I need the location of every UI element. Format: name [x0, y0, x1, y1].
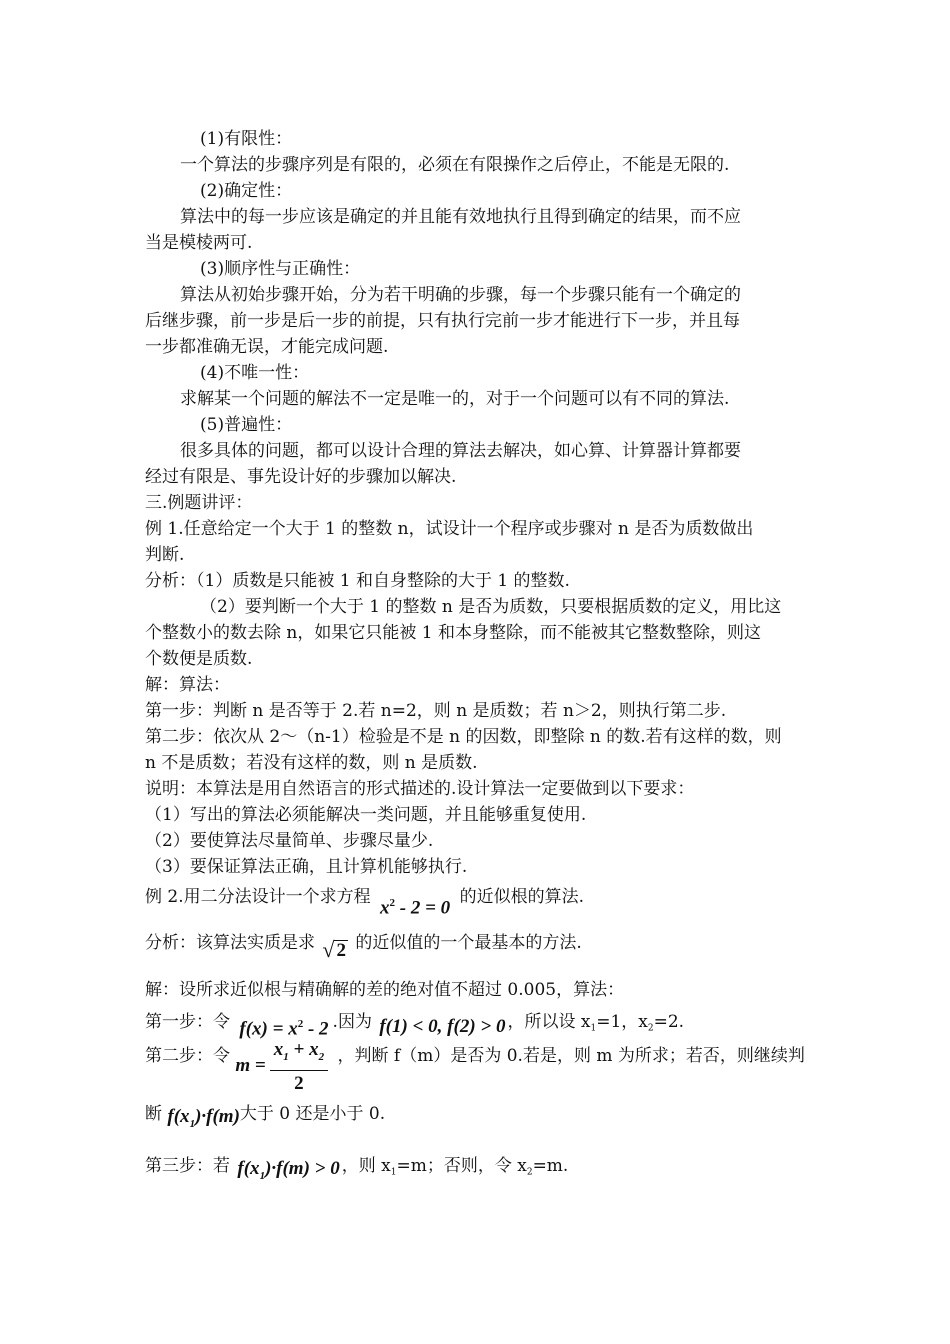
step-2-cont: n 不是质数；若没有这样的数，则 n 是质数. — [145, 753, 478, 773]
step-2: 第二步：依次从 2～（n-1）检验是不是 n 的因数，即整除 n 的数.若有这样的数，则 — [145, 727, 782, 747]
paragraph: 经过有限是、事先设计好的步骤加以解决. — [145, 467, 457, 487]
analysis-2-end: 个数便是质数. — [145, 649, 253, 669]
alg-step-1b: 第一步：令 $f(x) = x^2 - 2$ .因为 f(1) < 0, f(2) > 0 ，所以设 $x_1=1$，$x_2=2$. — [145, 1004, 684, 1044]
example-1-cont: 判断. — [145, 545, 185, 565]
alg-step-2: 第二步：令 m = $\frac{x_1 + x_2}{2}$ ，判断 f（m）是否为 0.若是，则 m 为所求；若否，则继续判 — [145, 1038, 805, 1094]
examples-heading: 三.例题讲评： — [145, 493, 253, 513]
requirement-1: （1）写出的算法必须能解决一类问题，并且能够重复使用. — [145, 805, 587, 825]
formula-product-positive: $f(x_1)\cdot f(m) > 0$ — [237, 1158, 340, 1182]
equation-x2-minus-2: $x^2 - 2 = 0$ — [380, 897, 451, 919]
formula-midpoint: m = $\frac{x_1 + x_2}{2}$ — [235, 1038, 332, 1095]
paragraph: 求解某一个问题的解法不一定是唯一的，对于一个问题可以有不同的算法. — [180, 389, 730, 409]
section-title-universality: (5)普遍性： — [200, 415, 293, 435]
paragraph: 当是模棱两可. — [145, 233, 253, 253]
sqrt-2: √ 2 — [322, 936, 346, 962]
solution-label: 解：算法： — [145, 675, 230, 695]
analysis-2: （2）要判断一个大于 1 的整数 n 是否为质数，只要根据质数的定义，用比这 — [200, 597, 782, 617]
analysis-1: 分析：（1）质数是只能被 1 和自身整除的大于 1 的整数. — [145, 571, 570, 591]
example-1: 例 1.任意给定一个大于 1 的整数 n，试设计一个程序或步骤对 n 是否为质数做出 — [145, 519, 754, 539]
section-title-order: (3)顺序性与正确性： — [200, 259, 361, 279]
section-title-finiteness: (1)有限性： — [200, 129, 293, 149]
paragraph: 一个算法的步骤序列是有限的，必须在有限操作之后停止，不能是无限的. — [180, 155, 730, 175]
section-title-nonunique: (4)不唯一性： — [200, 363, 310, 383]
alg-step-3: 第三步：若 $f(x_1)\cdot f(m) > 0$ ，则 $x_1=m$；否则，令 $x_2=m$. — [145, 1148, 568, 1184]
analysis-3: 分析：该算法实质是求 √ 2 的近似值的一个最基本的方法. — [145, 933, 582, 962]
step-1: 第一步：判断 n 是否等于 2.若 n=2，则 n 是质数；若 n＞2，则执行第二步. — [145, 701, 727, 721]
section-title-definiteness: (2)确定性： — [200, 181, 293, 201]
paragraph: 后继步骤，前一步是后一步的前提，只有执行完前一步才能进行下一步，并且每 — [145, 311, 740, 331]
formula-product: $f(x_1)\cdot f(m)$ — [167, 1106, 240, 1130]
requirement-3: （3）要保证算法正确，且计算机能够执行. — [145, 857, 468, 877]
note: 说明：本算法是用自然语言的形式描述的.设计算法一定要做到以下要求： — [145, 779, 695, 799]
analysis-2-cont: 个整数小的数去除 n，如果它只能被 1 和本身整除，而不能被其它整数整除，则这 — [145, 623, 761, 643]
paragraph: 一步都准确无误，才能完成问题. — [145, 337, 389, 357]
paragraph: 很多具体的问题，都可以设计合理的算法去解决，如心算、计算器计算都要 — [180, 441, 741, 461]
paragraph: 算法从初始步骤开始，分为若干明确的步骤，每一个步骤只能有一个确定的 — [180, 285, 741, 305]
example-2: 例 2.用二分法设计一个求方程 $x^2 - 2 = 0$ 的近似根的算法. — [145, 880, 584, 916]
formula-fx: $f(x) = x^2 - 2$ — [239, 1018, 329, 1040]
alg-step-1: 解：设所求近似根与精确解的差的绝对值不超过 0.005，算法： — [145, 980, 625, 1000]
paragraph: 算法中的每一步应该是确定的并且能有效地执行且得到确定的结果，而不应 — [180, 207, 741, 227]
formula-sign-condition: f(1) < 0, f(2) > 0 — [379, 1015, 506, 1037]
alg-step-2-cont: 断 $f(x_1)\cdot f(m)$大于 0 还是小于 0. — [145, 1096, 385, 1132]
requirement-2: （2）要使算法尽量简单、步骤尽量少. — [145, 831, 434, 851]
